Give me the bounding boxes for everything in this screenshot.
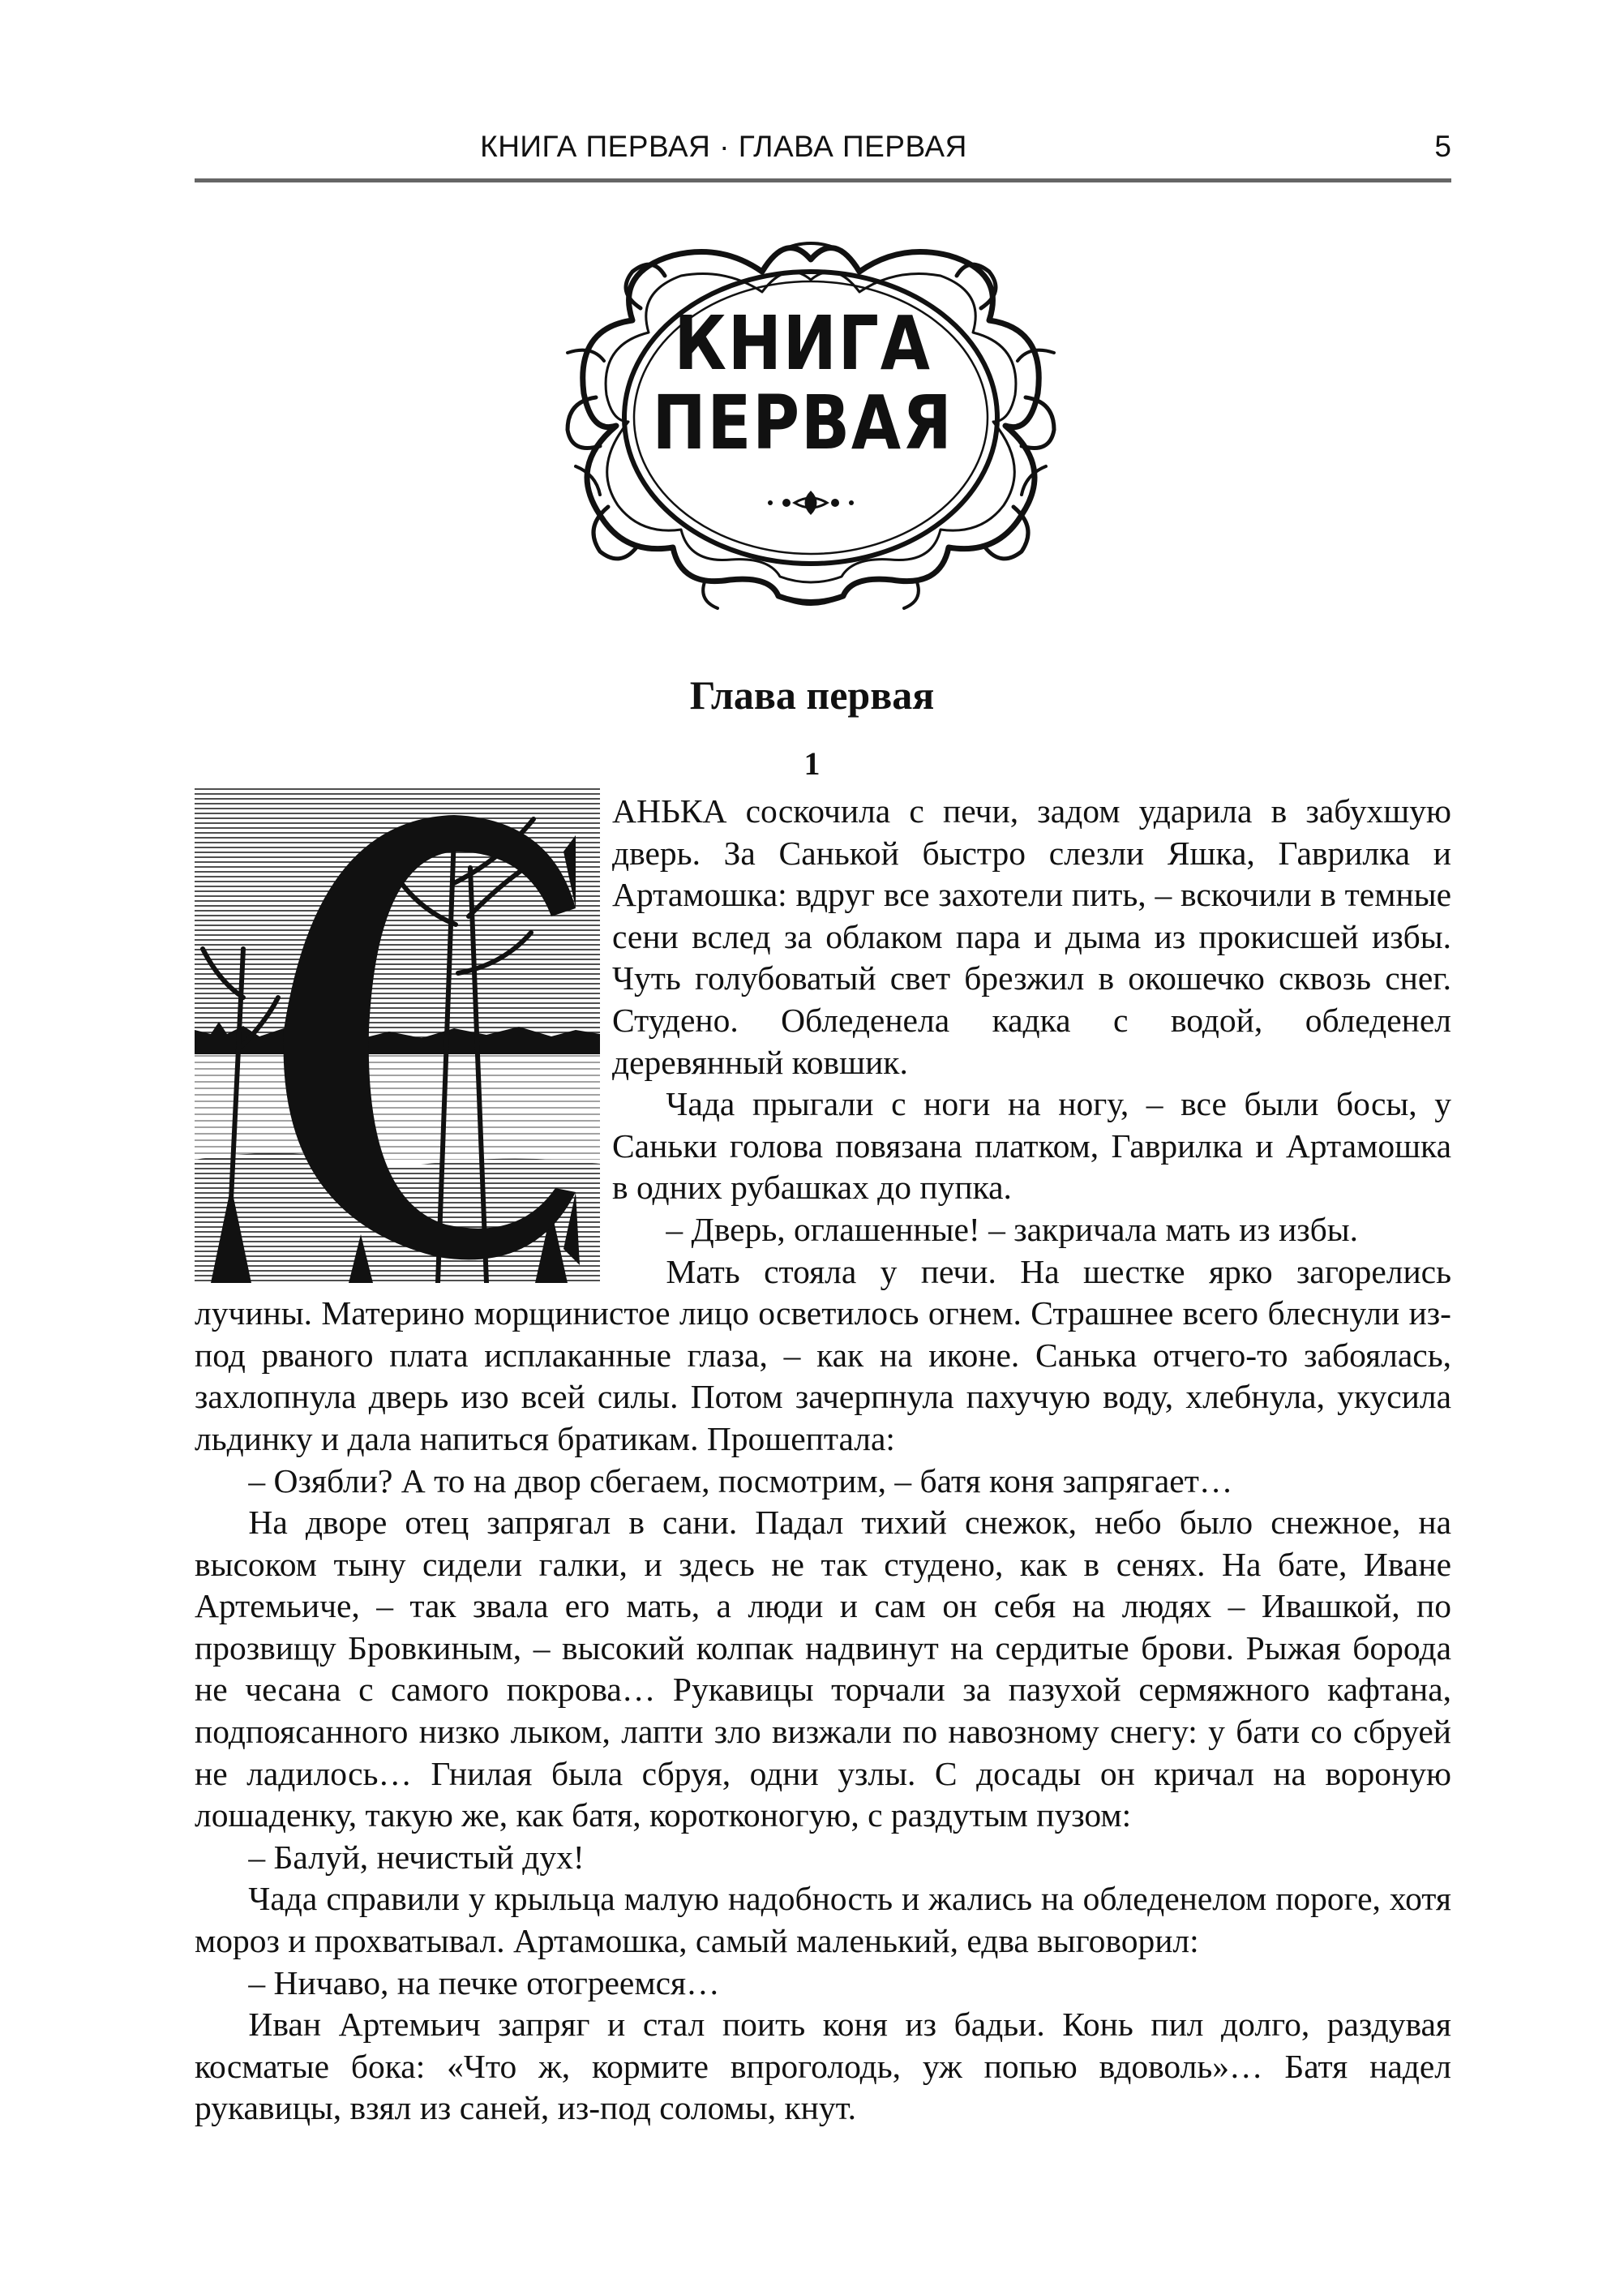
section-number: 1 [803,745,821,782]
paragraph: Мать стояла у печи. На шестке ярко загорелись лучины. Материно морщинистое лицо осветилось огнем. Страшнее всего блеснули из-под рваного плата исплаканные глаза, – как на иконе. Санька отчего-то забоялась, захлопнула дверь изо всей силы. Потом зачерпнула пахучую воду, хлебнула, укусила льдинку и дала напиться братикам. Прошептала: [195,1252,1451,1457]
paragraph: – Балуй, нечистый дух! [248,1838,585,1876]
paragraph: – Озябли? А то на двор сбегаем, посмотрим, – батя коня запрягает… [248,1461,1233,1499]
chapter-text [195,791,1451,2130]
paragraph: Чада прыгали с ноги на ногу, – все были босы, у Саньки голова повязана платком, Гаврилка и Артамошка в одних рубашках до пупка. [612,1085,1451,1207]
paragraph: АНЬКА соскочила с печи, задом ударила в забухшую дверь. За Санькой быстро слезли Яшка, Гаврилка и Артамошка: вдруг все захотели пить, – вскочили в темные сени вслед за облаком пара и дыма из прокисшей избы. Чуть голубоватый свет брезжил в окошечко сквозь снег. Студено. Обледенела кадка с водой, обледенел деревянный ковшик. [612,792,1451,1081]
header-rule [195,178,1451,182]
paragraph: Иван Артемьич запряг и стал поить коня из бадьи. Конь пил долго, раздувая косматые бока: «Что ж, кормите впроголодь, уж попью вдоволь»… Батя надел рукавицы, взял из саней, из-под соломы, кнут. [195,2006,1451,2127]
paragraph: – Ничаво, на печке отогреемся… [248,1963,720,2001]
book-title [642,300,963,466]
book-title-line-1: КНИГА [674,300,932,387]
page-number: 5 [1434,130,1451,163]
drop-cap-space [195,791,612,1287]
paragraph: – Дверь, оглашенные! – закричала мать из избы. [666,1210,1359,1248]
chapter-title: Глава первая [689,672,935,718]
book-title-line-2: ПЕРВАЯ [652,380,953,466]
running-head: КНИГА ПЕРВАЯ · ГЛАВА ПЕРВАЯ [480,130,967,163]
paragraph: На дворе отец запрягал в сани. Падал тихий снежок, небо было снежное, на высоком тыну сидели галки, и здесь не так студено, как в сенях. На бате, Иване Артемьиче, – так звала его мать, а люди и сам он себя на людях – Ивашкой, по прозвищу Бровкиным, – высокий колпак надвинут на сердитые брови. Рыжая борода не чесана с самого покрова… Рукавицы торчали за пазухой сермяжного кафтана, подпоясанного низко лыком, лапти зло визжали по навозному снегу: у бати со сбруей не ладилось… Гнилая была сбруя, одни узлы. С досады он кричал на вороную лошаденку, такую же, как батя, коротконогую, с раздутым пузом: [195,1504,1451,1834]
paragraph: Чада справили у крыльца малую надобность и жались на обледенелом пороге, хотя мороз и прохватывал. Артамошка, самый маленький, едва выговорил: [195,1880,1451,1960]
